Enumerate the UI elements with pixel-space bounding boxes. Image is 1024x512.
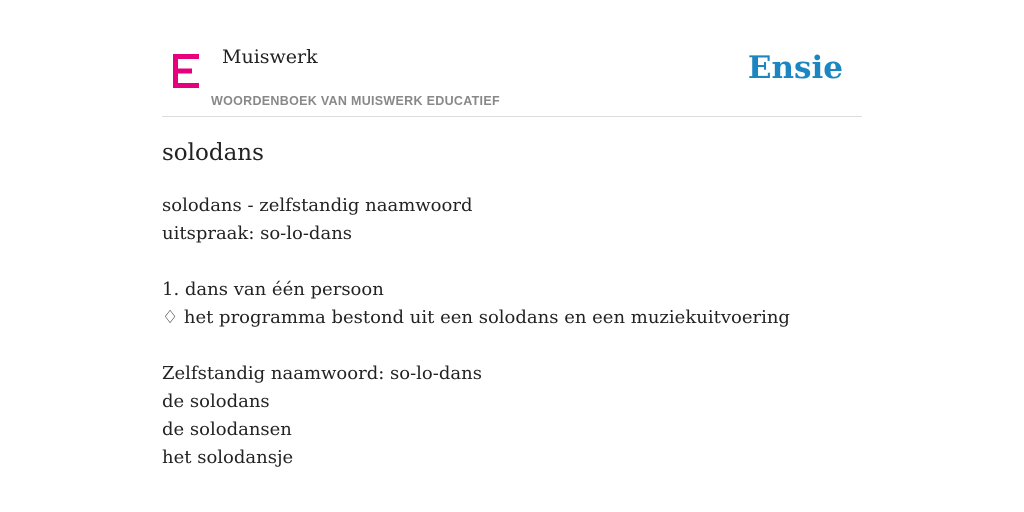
entry-definition <box>162 192 790 472</box>
site-name[interactable]: Muiswerk <box>222 46 318 68</box>
entry-line-syllables: Zelfstandig naamwoord: so-lo-dans <box>162 363 482 384</box>
muiswerk-logo-icon[interactable] <box>173 54 199 88</box>
entry-line-blank <box>162 332 790 360</box>
entry-line-blank <box>162 248 790 276</box>
site-subtitle: WOORDENBOEK VAN MUISWERK EDUCATIEF <box>211 94 500 108</box>
entry-line-plural: de solodansen <box>162 419 292 440</box>
site-header <box>162 0 862 117</box>
entry-line-definition: 1. dans van één persoon <box>162 279 384 300</box>
entry-line-pronunciation: uitspraak: so-lo-dans <box>162 223 353 244</box>
entry-line-word-class: solodans - zelfstandig naamwoord <box>162 195 473 216</box>
entry-line-example: ♢ het programma bestond uit een solodans en een muziekuitvoering <box>162 307 790 328</box>
entry-title: solodans <box>162 140 264 166</box>
ensie-brand-link[interactable]: Ensie <box>747 50 843 86</box>
entry-line-singular: de solodans <box>162 391 270 412</box>
page-container <box>162 0 862 468</box>
entry-line-diminutive: het solodansje <box>162 447 294 468</box>
